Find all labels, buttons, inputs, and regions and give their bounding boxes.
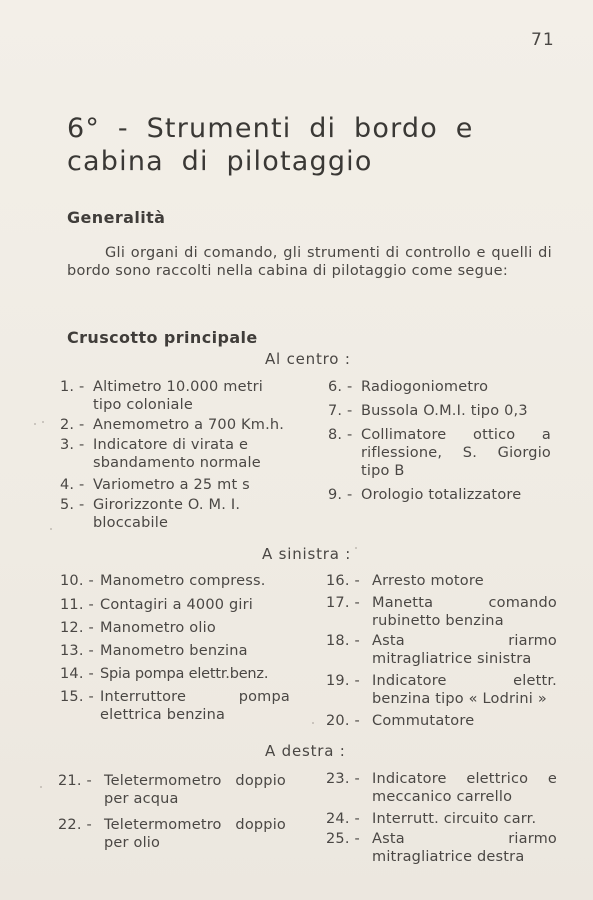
item-number: 10. - [60,573,94,589]
list-item [60,476,300,494]
item-text: Arresto motore [372,573,484,589]
item-text: Indicatore elettr. benzina tipo « Lodrini » [372,673,557,707]
item-text: Anemometro a 700 Km.h. [93,417,285,433]
list-item [60,642,305,660]
group-label-right: A destra : [265,742,346,760]
item-number: 2. - [60,417,85,433]
list-item [326,712,566,730]
item-number: 3. - [60,437,85,453]
item-text: Asta riarmo mitragliatrice sinistra [372,633,557,667]
item-number: 23. - [326,771,360,787]
item-number: 16. - [326,573,360,589]
item-number: 24. - [326,811,360,827]
list-item [60,496,300,532]
item-text: Indicatore elettrico e meccanico carrello [372,771,557,805]
group-label-center: Al centro : [265,350,351,368]
ink-speck [42,421,44,423]
item-text: Indicatore di virata e sbandamento normale [93,437,261,471]
item-text: Manometro benzina [100,643,248,659]
list-item [58,772,303,808]
list-item [328,426,568,480]
item-text: Manometro compress. [100,573,266,589]
list-item [326,672,566,708]
list-item [60,596,305,614]
list-item [60,619,305,637]
ink-speck [312,722,314,724]
item-text: Interruttore pompa elettrica benzina [100,689,290,723]
item-text: Variometro a 25 mt s [93,477,250,493]
list-item [326,770,566,806]
item-text: Altimetro 10.000 metri tipo coloniale [93,379,263,413]
item-number: 1. - [60,379,85,395]
list-item [328,402,568,420]
list-item [326,594,566,630]
list-item [60,688,305,724]
item-text: Collimatore ottico a riflessione, S. Giorgio tipo B [361,427,551,479]
item-text: Commutatore [372,713,475,729]
item-text: Asta riarmo mitragliatrice destra [372,831,557,865]
item-text: Manetta comando rubinetto benzina [372,595,557,629]
intro-paragraph [67,244,552,280]
item-number: 17. - [326,595,360,611]
ink-speck [50,528,52,530]
item-text: Spia pompa elettr.benz. [100,666,269,682]
item-text: Orologio totalizzatore [361,487,522,503]
item-number: 7. - [328,403,353,419]
list-item [60,572,305,590]
item-text: Contagiri a 4000 giri [100,597,254,613]
list-item [60,436,300,472]
item-number: 8. - [328,427,353,443]
list-item [328,378,568,396]
item-number: 13. - [60,643,94,659]
item-number: 12. - [60,620,94,636]
item-number: 22. - [58,817,92,833]
item-text: Teletermometro doppio per olio [104,817,286,851]
item-number: 21. - [58,773,92,789]
ink-speck [34,423,36,425]
item-text: Manometro olio [100,620,216,636]
list-item [326,632,566,668]
list-item [60,416,300,434]
list-item [328,486,568,504]
list-item [326,572,566,590]
item-number: 6. - [328,379,353,395]
list-item [326,830,566,866]
list-item [60,378,300,414]
intro-paragraph-text: Gli organi di comando, gli strumenti di controllo e quelli di bordo sono raccolti nella cabina di pilotaggio come segue: [67,245,552,279]
item-text: Bussola O.M.I. tipo 0,3 [361,403,528,419]
page-number: 71 [531,30,555,50]
subsection-heading: Cruscotto principale [67,328,258,347]
item-number: 25. - [326,831,360,847]
list-item [326,810,566,828]
item-number: 11. - [60,597,94,613]
ink-speck [355,547,357,549]
item-number: 5. - [60,497,85,513]
group-label-left: A sinistra : [262,545,352,563]
item-number: 19. - [326,673,360,689]
ink-speck [40,786,42,788]
item-text: Radiogoniometro [361,379,489,395]
section-heading: Generalità [67,208,166,227]
list-item [58,816,303,852]
chapter-title: 6° - Strumenti di bordo e cabina di pilotaggio [67,113,474,177]
item-number: 18. - [326,633,360,649]
item-text: Interrutt. circuito carr. [372,811,537,827]
item-number: 15. - [60,689,94,705]
item-text: Teletermometro doppio per acqua [104,773,286,807]
item-number: 20. - [326,713,360,729]
list-item [60,665,305,683]
item-number: 9. - [328,487,353,503]
item-number: 4. - [60,477,85,493]
item-text: Girorizzonte O. M. I. bloccabile [93,497,241,531]
item-number: 14. - [60,666,94,682]
